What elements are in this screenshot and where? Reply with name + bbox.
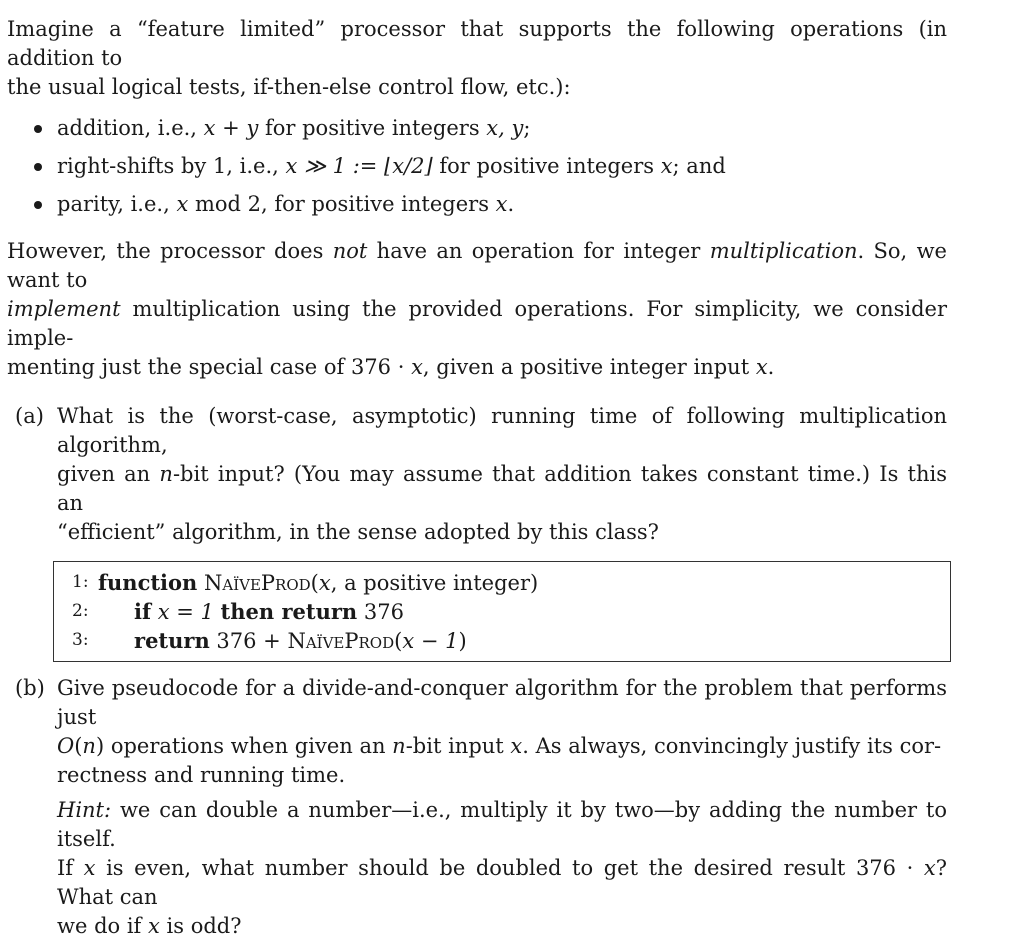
- part-b-question: Give pseudocode for a divide-and-conquer algorithm for the problem that performs just O(n) operations when given an n-bit input x. As always, convincingly justify its cor- rectness and running time.: [57, 676, 947, 787]
- algorithm-box: [53, 561, 951, 662]
- function-name: NaïveProd: [287, 629, 395, 653]
- intro-line-2: the usual logical tests, if-then-else control flow, etc.):: [7, 75, 571, 99]
- algorithm-line: 1: function NaïveProd(x, a positive integer): [72, 570, 539, 595]
- math-expr: x: [495, 192, 508, 216]
- math-expr: x: [176, 192, 189, 216]
- math-expr: x ≫ 1 := ⌊x/2⌋: [285, 154, 433, 178]
- operation-item-addition: addition, i.e., x + y for positive integers x, y;: [57, 114, 947, 143]
- part-a-question: What is the (worst-case, asymptotic) running time of following multiplication algorithm, given an n-bit input? (You may assume that addition takes constant time.) Is this an “efficient” algorithm, in the sense adopted by this class?: [57, 404, 947, 544]
- math-expr: x + y: [203, 116, 259, 140]
- part-b-label: (b): [15, 676, 45, 700]
- math-expr: x: [660, 154, 673, 178]
- function-name: NaïveProd: [204, 571, 311, 595]
- hint-label: Hint:: [57, 798, 112, 822]
- part-b: [7, 674, 947, 941]
- operation-item-right-shift: right-shifts by 1, i.e., x ≫ 1 := ⌊x/2⌋ for positive integers x; and: [57, 152, 947, 181]
- line-number: 3:: [72, 630, 89, 650]
- operations-list: [7, 114, 947, 219]
- motivation-paragraph: However, the processor does not have an operation for integer multiplication. So, we want to implement multiplication using the provided operations. For simplicity, we consider imple- menting just the special case of 376 · x, given a positive integer input x.: [7, 239, 947, 379]
- algorithm-line: 3: return 376 + NaïveProd(x − 1): [72, 628, 467, 653]
- math-expr: x, y: [486, 116, 524, 140]
- operation-item-parity: parity, i.e., x mod 2, for positive integers x.: [57, 190, 947, 219]
- line-number: 2:: [72, 601, 89, 621]
- intro-line-1: Imagine a “feature limited” processor that supports the following operations (in addition to: [7, 17, 947, 70]
- intro-paragraph: [7, 15, 947, 102]
- part-b-hint: Hint: we can double a number—i.e., multiply it by two—by adding the number to itself. If x is even, what number should be doubled to get the desired result 376 · x? What can we do if x is odd?: [57, 798, 947, 938]
- line-number: 1:: [72, 572, 89, 592]
- part-a: [7, 402, 947, 547]
- algorithm-line: 2: if x = 1 then return 376: [72, 599, 404, 624]
- problem-document: [7, 15, 947, 941]
- part-a-label: (a): [15, 404, 44, 428]
